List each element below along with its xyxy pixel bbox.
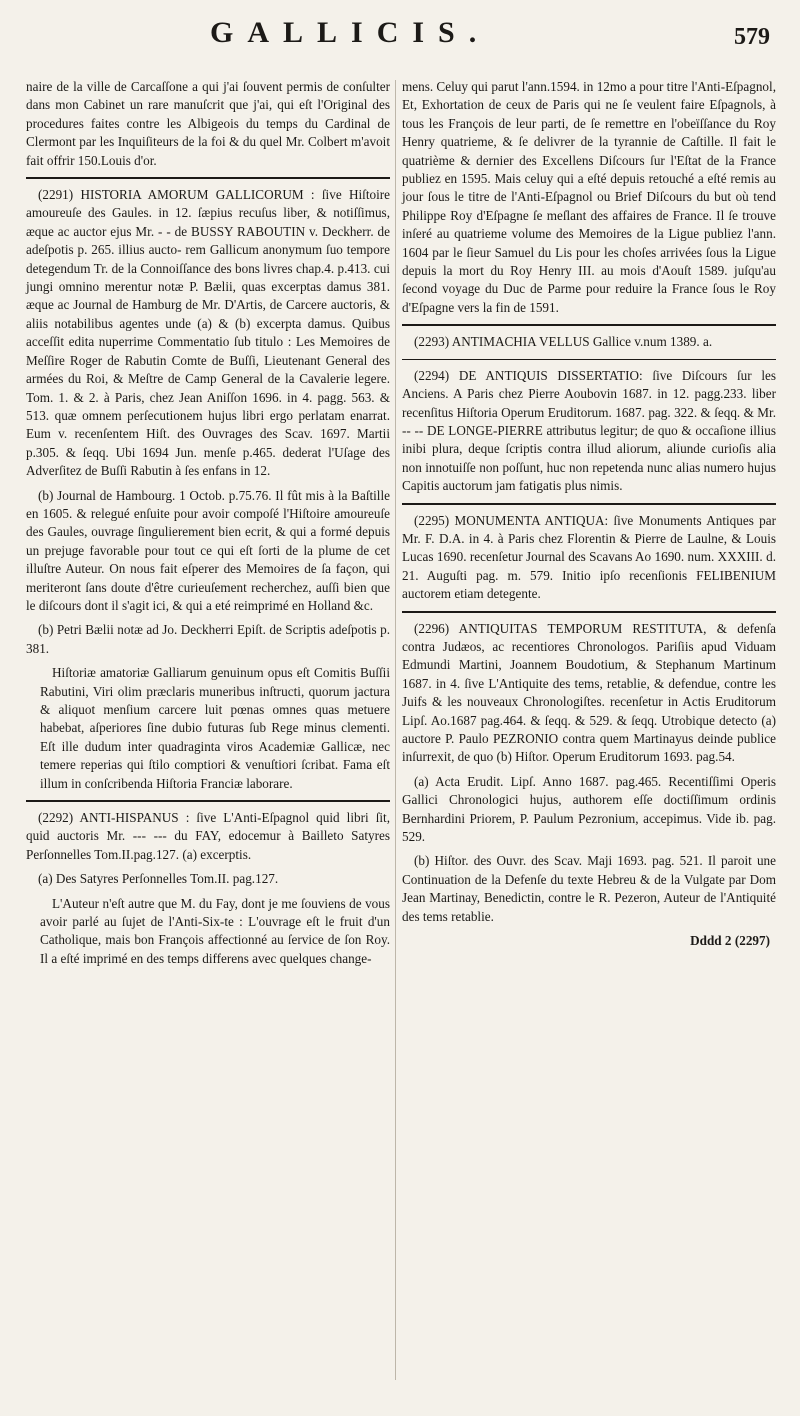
signature-mark: Dddd 2 [690, 933, 732, 949]
page-number: 579 [734, 24, 770, 50]
entry-divider [402, 324, 776, 326]
footnote-2291-latin: Hiſtoriæ amatoriæ Galliarum genuinum opus eſt Comitis Buſſii Rabutini, Viri olim præclaris muneribus inſtructi, quorum jactura & aliquot menſium carcere luit pœnas omnes quas metuere habebat, aſperiores ſine dubio futuras ſub Rege minus clementi. Eſt ille dudum inter quadraginta viros Academiæ Gallicæ, nec temere reperias qui ſtilo comptiori & venuſtiori ſcribat. Fama eſt illum in conſcribenda Hiſtoria Franciæ laborare. [40, 665, 390, 791]
catchword: (2297) [734, 933, 770, 949]
entry-2293: (2293) ANTIMACHIA VELLUS Gallice v.num 1389. a. [414, 334, 713, 350]
paragraph-continuation: mens. Celuy qui parut l'ann.1594. in 12mo a pour titre l'Anti-Eſpagnol, Et, Exhortation de ceux de Paris qui ne ſe veulent faire Eſpagnols, à tous les François de leur parti, de ſe remettre en l'obeïſſance du Roy Henry quatrieme, & ſe delivrer de la tyrannie de Caſtille. Il fait le quatrième & dernier des Excellens Diſcours ſur l'Eſtat de la France publiez en 1595. Mais celuy qui a eſté depuis retouché a eſté remis au jour ſous le titre de l'Anti-Eſpagnol ou Brief Diſcours du but où tend Philippe Roy d'Eſpagne ſe meſlant des affaires de France. Il ſe trouve inſeré au quatrieme volume des Memoires de la Ligue publiez l'ann. 1604 par le ſieur Samuel du Lis pour les choſes arrivées ſous la Ligue depuis la mort du Roy Henry III. au mois d'Aouſt 1589. juſqu'au ſecond voyage du Duc de Parme pour reduire la France ſous le Roy d'Eſpagne vers la fin de 1591. [402, 79, 776, 315]
entry-divider [26, 800, 390, 802]
entry-2294: (2294) DE ANTIQUIS DISSERTATIO: ſive Diſcours ſur les Anciens. A Paris chez Pierre Aoubovin 1687. in 12. pagg.233. liber recenſitus Hiſtoria Operum Eruditorum. 1687. pag. 322. & ſeqq. & Mr. -- -- DE LONGE-PIERRE attributus legitur; de quo & occaſione illius inibi plura, deque ſcriptis contra illud aliorum, aliunde curioſis alia non innotuiſſe non poſſunt, huc non repetenda nunc alias numero hujus Capitis auctorum jam fatigatis plus nimis. [402, 367, 776, 494]
right-column [402, 78, 776, 950]
entry-2292: (2292) ANTI-HISPANUS : ſive L'Anti-Eſpagnol quid libri ſit, quid auctoris Mr. --- --- du FAY, edocemur à Bailleto Satyres Perſonnelles Tom.II.pag.127. (a) excerptis. [26, 810, 390, 862]
entry-divider [26, 177, 390, 179]
left-column [26, 78, 390, 974]
footnote-2296-b: (b) Hiſtor. des Ouvr. des Scav. Maji 1693. pag. 521. Il paroit une Continuation de la Defenſe du texte Hebreu & de la Vulgate par Dom Jean Martinay, Benedictin, contre le R. Pezeron, Auteur de l'Antiquité des tems retablie. [402, 853, 776, 924]
column-divider [395, 80, 396, 1380]
entry-divider [402, 611, 776, 613]
footnote-2292-quote: L'Auteur n'eſt autre que M. du Fay, dont je me ſouviens de vous avoir parlé au ſujet de l'Anti-Six-te : L'ouvrage eſt le fruit d'un Catholique, mais bon François affectionné au ſervice de ſon Roy. Il a eſté imprimé en des temps differens avec quelques change- [40, 895, 390, 966]
running-head [0, 14, 800, 74]
entry-divider [402, 503, 776, 505]
footnote-2292-a: (a) Des Satyres Perſonnelles Tom.II. pag.127. [38, 871, 279, 887]
entry-2291: (2291) HISTORIA AMORUM GALLICORUM : ſive Hiſtoire amoureuſe des Gaules. in 12. ſæpius recuſus liber, & notiſſimus, æque ac auctor ejus Mr. - - de BUSSY RABOUTIN v. Deckherr. de adeſpotis p. 265. illius aucto- rem Gallicum anonymum ſuo tempore detegendum Tr. de la Connoiſſance des bons livres chap.4. p.413. cui jungi omnino merentur notæ P. Bælii, quas excerptas damus 381. æque ac Journal de Hamburg de Mr. D'Artis, de Carcere auctoris, & aliis notabilibus agentes unde (a) & (b) excerpta damus. Quibus acceſſit edita nuperrime Commentatio ſub titulo : Les Memoires de Meſſire Roger de Rabutin Comte de Buſſi, Lieutenant General des armées du Roi, & Meſtre de Camp General de la Cavalerie legere. Tom. 1. & 2. à Paris, chez Jean Aniſſon 1696. in 4. pagg. 563. & 513. quæ omnem perſecutionem hujus libri ergo perlatam enarrat. Eum v. recenſentem Hiſt. des Ouvrages des Scav. 1697. Martii p.305. & ſeqq. Ubi 1694 Jun. menſe p.465. dederat l'Uſage des Adverſitez de Buſſi Rabutin à ſes enfans in 12. [26, 187, 390, 479]
footnote-2291-b: (b) Journal de Hambourg. 1 Octob. p.75.76. Il fût mis à la Baſtille en 1605. & relegué enſuite pour avoir compoſé l'Hiſtoire amoureuſe des Gaules, ouvrage ſingulierement bien ecrit, & qui a formé depuis un prejuge favorable pour tout ce qui eſt ſorti de la plume de cet illuſtre Auteur. On nous fait eſperer des Memoires de ſa façon, qui meriteront ſans doute d'être curieuſement recherchez, auſſi bien que le diſcours dont il s'agit ici, & qui a eté reimprimé en Holland &c. [26, 487, 390, 613]
paragraph-continuation: naire de la ville de Carcaſſone a qui j'ai ſouvent permis de conſulter dans mon Cabinet un rare manuſcrit que j'ai, qui eſt l'Original des procedures faites contre les Albigeois du temps du Cardinal de Clermont par les Inquiſiteurs de la foi & du quel Mr. Colbert m'avoit fait offrir 150.Louis d'or. [26, 79, 390, 168]
running-title: GALLICIS. [210, 16, 491, 49]
entry-2295: (2295) MONUMENTA ANTIQUA: ſive Monuments Antiques par Mr. F. D.A. in 4. à Paris chez Florentin & Pierre de Laulne, & Louis Lucas 1690. recenſetur Journal des Scavans Ao 1690. num. XXXIII. d. 21. Auguſti pag. m. 579. Initio ipſo recenſionis FELIBENIUM auctorem etiam detegente. [402, 512, 776, 602]
footnote-2296-a: (a) Acta Erudit. Lipſ. Anno 1687. pag.465. Recentiſſimi Operis Gallici Chronologici hujus, authorem eſſe doctiſſimum ordinis Bernhardini Priorem, P. Paulum Pezronium, accepimus. Vide ib. pag. 529. [402, 773, 776, 845]
entry-divider [402, 359, 776, 360]
entry-2296: (2296) ANTIQUITAS TEMPORUM RESTITUTA, & defenſa contra Judæos, ac recentiores Chronologos. Pariſiis apud Viduam Edmundi Martini, Joannem Boudotium, & Stephanum Martinum 1687. in 4. ſive L'Antiquite des tems, retablie, & defendue, contre les Juifs & les nouveaux Chronologiſtes. recenſetur in Actis Eruditorum Lipſ. Ao.1687 pag.464. & ſeqq. & 529. & ſeqq. Utrobique detecto (a) auctore P. Paulo PEZRONIO contra quem Martinayus deinde publice inſurrexit, de quo (b) Hiſtor. Operum Eruditorum 1693. pag.54. [402, 620, 776, 765]
footnote-2291-bb: (b) Petri Bælii notæ ad Jo. Deckherri Epiſt. de Scriptis adeſpotis p. 381. [26, 622, 390, 656]
